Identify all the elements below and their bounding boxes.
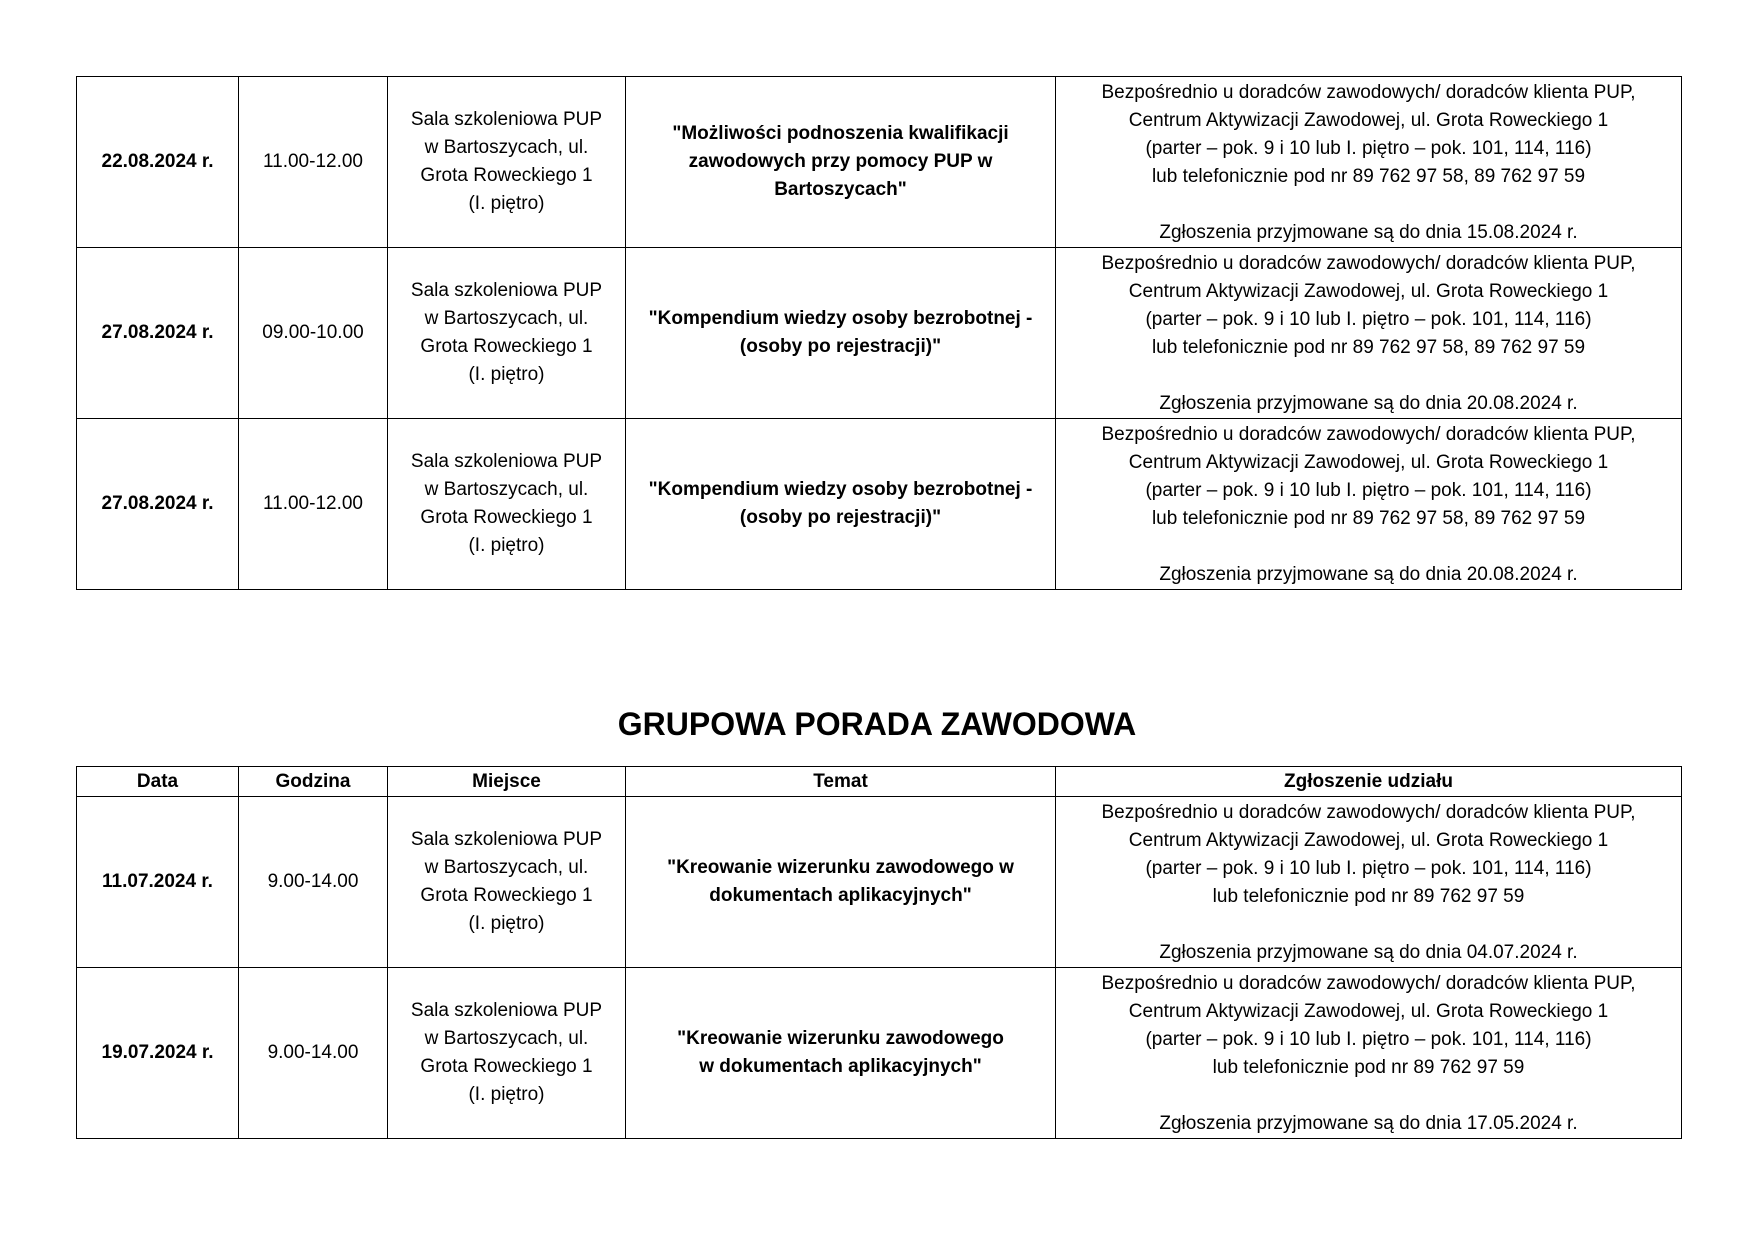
signup-line: lub telefonicznie pod nr 89 762 97 58, 89 762 97 59 (1151, 337, 1586, 358)
signup-line: Bezpośrednio u doradców zawodowych/ doradców klienta PUP, (1101, 973, 1636, 994)
place-line: Grota Roweckiego 1 (420, 507, 593, 528)
signup-deadline: Zgłoszenia przyjmowane są do dnia 15.08.2024 r. (1159, 222, 1578, 243)
column-header-date: Data (77, 767, 239, 797)
topic-line: (osoby po rejestracji)" (739, 336, 942, 357)
schedule-table-workshops (76, 76, 1682, 590)
signup-line: (parter – pok. 9 i 10 lub I. piętro – pok. 101, 114, 116) (1145, 138, 1592, 159)
signup-line: (parter – pok. 9 i 10 lub I. piętro – pok. 101, 114, 116) (1145, 1029, 1592, 1050)
topic-line: (osoby po rejestracji)" (739, 507, 942, 528)
topic-line: "Kompendium wiedzy osoby bezrobotnej - (648, 479, 1033, 500)
topic-line: "Możliwości podnoszenia kwalifikacji (672, 123, 1009, 144)
topic-line: zawodowych przy pomocy PUP w (688, 151, 993, 172)
table-row (77, 968, 1682, 1139)
place-line: Grota Roweckiego 1 (420, 885, 593, 906)
place-line: Grota Roweckiego 1 (420, 1056, 593, 1077)
place-line: (I. piętro) (468, 364, 545, 385)
signup-line: Centrum Aktywizacji Zawodowej, ul. Grota Roweckiego 1 (1128, 830, 1609, 851)
signup-line: Centrum Aktywizacji Zawodowej, ul. Grota Roweckiego 1 (1128, 1001, 1609, 1022)
signup-line: lub telefonicznie pod nr 89 762 97 58, 89 762 97 59 (1151, 166, 1586, 187)
place-line: Grota Roweckiego 1 (420, 165, 593, 186)
place-line: w Bartoszycach, ul. (424, 308, 589, 329)
signup-line: lub telefonicznie pod nr 89 762 97 59 (1212, 1057, 1525, 1078)
signup-deadline: Zgłoszenia przyjmowane są do dnia 04.07.2024 r. (1159, 942, 1578, 963)
place-cell (388, 248, 626, 419)
topic-line: Bartoszycach" (774, 179, 907, 200)
signup-line: Centrum Aktywizacji Zawodowej, ul. Grota Roweckiego 1 (1128, 452, 1609, 473)
spacer (1060, 191, 1677, 219)
time-cell: 9.00-14.00 (239, 968, 388, 1139)
signup-line: Centrum Aktywizacji Zawodowej, ul. Grota Roweckiego 1 (1128, 110, 1609, 131)
column-header-place: Miejsce (388, 767, 626, 797)
place-line: w Bartoszycach, ul. (424, 137, 589, 158)
date-cell: 27.08.2024 r. (77, 248, 239, 419)
date-cell: 11.07.2024 r. (77, 797, 239, 968)
table-row (77, 419, 1682, 590)
signup-line: (parter – pok. 9 i 10 lub I. piętro – pok. 101, 114, 116) (1145, 480, 1592, 501)
signup-deadline: Zgłoszenia przyjmowane są do dnia 17.05.2024 r. (1159, 1113, 1578, 1134)
topic-cell (626, 77, 1056, 248)
signup-cell (1056, 797, 1682, 968)
table-row (77, 248, 1682, 419)
topic-line: w dokumentach aplikacyjnych" (699, 1056, 982, 1077)
spacer (1060, 362, 1677, 390)
date-cell: 27.08.2024 r. (77, 419, 239, 590)
signup-cell (1056, 968, 1682, 1139)
place-line: (I. piętro) (468, 1084, 545, 1105)
column-header-time: Godzina (239, 767, 388, 797)
time-cell: 11.00-12.00 (239, 77, 388, 248)
place-line: (I. piętro) (468, 913, 545, 934)
schedule-table-group-counseling (76, 766, 1682, 1139)
place-line: Grota Roweckiego 1 (420, 336, 593, 357)
signup-deadline: Zgłoszenia przyjmowane są do dnia 20.08.2024 r. (1159, 393, 1578, 414)
place-cell (388, 77, 626, 248)
place-line: w Bartoszycach, ul. (424, 1028, 589, 1049)
topic-cell (626, 419, 1056, 590)
signup-line: Bezpośrednio u doradców zawodowych/ doradców klienta PUP, (1101, 253, 1636, 274)
place-line: Sala szkoleniowa PUP (410, 109, 603, 130)
place-line: Sala szkoleniowa PUP (410, 280, 603, 301)
signup-line: Bezpośrednio u doradców zawodowych/ doradców klienta PUP, (1101, 82, 1636, 103)
place-line: w Bartoszycach, ul. (424, 479, 589, 500)
place-cell (388, 419, 626, 590)
date-cell: 22.08.2024 r. (77, 77, 239, 248)
signup-cell (1056, 248, 1682, 419)
place-cell (388, 968, 626, 1139)
place-line: Sala szkoleniowa PUP (410, 829, 603, 850)
signup-deadline: Zgłoszenia przyjmowane są do dnia 20.08.2024 r. (1159, 564, 1578, 585)
table-row (77, 77, 1682, 248)
spacer (1060, 1082, 1677, 1110)
topic-cell (626, 968, 1056, 1139)
signup-line: Bezpośrednio u doradców zawodowych/ doradców klienta PUP, (1101, 424, 1636, 445)
column-header-topic: Temat (626, 767, 1056, 797)
place-cell (388, 797, 626, 968)
topic-cell (626, 797, 1056, 968)
signup-line: lub telefonicznie pod nr 89 762 97 59 (1212, 886, 1525, 907)
signup-line: lub telefonicznie pod nr 89 762 97 58, 89 762 97 59 (1151, 508, 1586, 529)
signup-cell (1056, 77, 1682, 248)
table-row (77, 797, 1682, 968)
time-cell: 11.00-12.00 (239, 419, 388, 590)
signup-line: Bezpośrednio u doradców zawodowych/ doradców klienta PUP, (1101, 802, 1636, 823)
date-cell: 19.07.2024 r. (77, 968, 239, 1139)
place-line: w Bartoszycach, ul. (424, 857, 589, 878)
topic-line: "Kreowanie wizerunku zawodowego (677, 1028, 1004, 1049)
topic-line: "Kompendium wiedzy osoby bezrobotnej - (648, 308, 1033, 329)
topic-line: dokumentach aplikacyjnych" (709, 885, 972, 906)
signup-cell (1056, 419, 1682, 590)
spacer (1060, 533, 1677, 561)
place-line: Sala szkoleniowa PUP (410, 1000, 603, 1021)
signup-line: (parter – pok. 9 i 10 lub I. piętro – pok. 101, 114, 116) (1145, 309, 1592, 330)
section-heading: GRUPOWA PORADA ZAWODOWA (617, 706, 1137, 742)
topic-cell (626, 248, 1056, 419)
place-line: (I. piętro) (468, 535, 545, 556)
place-line: (I. piętro) (468, 193, 545, 214)
topic-line: "Kreowanie wizerunku zawodowego w (667, 857, 1014, 878)
column-header-signup: Zgłoszenie udziału (1056, 767, 1682, 797)
signup-line: (parter – pok. 9 i 10 lub I. piętro – pok. 101, 114, 116) (1145, 858, 1592, 879)
spacer (1060, 911, 1677, 939)
signup-line: Centrum Aktywizacji Zawodowej, ul. Grota Roweckiego 1 (1128, 281, 1609, 302)
time-cell: 09.00-10.00 (239, 248, 388, 419)
table-header-row (77, 767, 1682, 797)
place-line: Sala szkoleniowa PUP (410, 451, 603, 472)
time-cell: 9.00-14.00 (239, 797, 388, 968)
